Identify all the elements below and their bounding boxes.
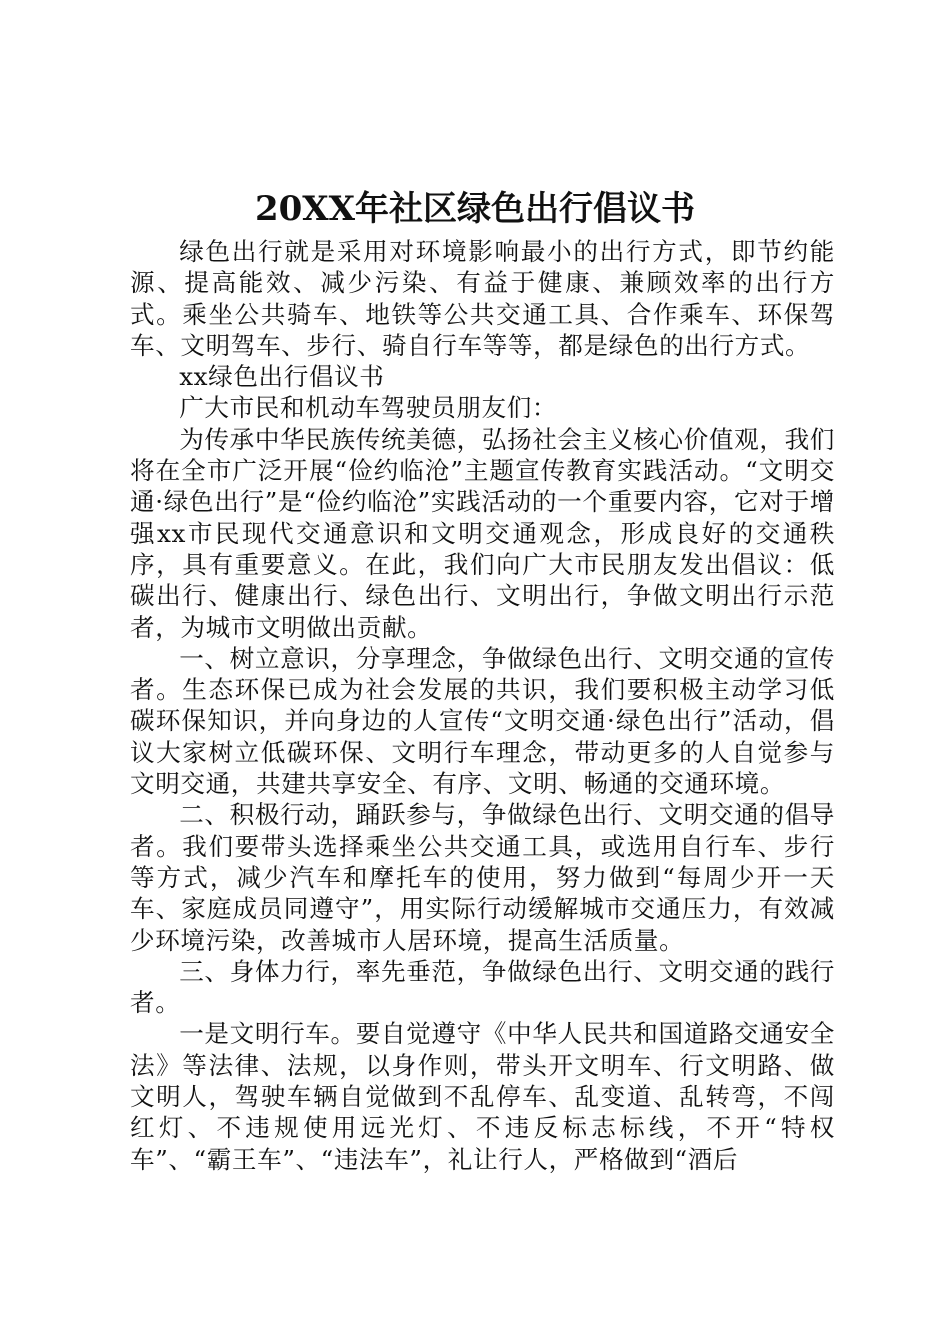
document-body	[130, 236, 835, 1175]
paragraph-heading: xx绿色出行倡议书	[179, 362, 385, 392]
paragraph-purpose: 为传承中华民族传统美德，弘扬社会主义核心价值观，我们将在全市广泛开展“俭约临沧”主题宣传教育实践活动。“文明交通·绿色出行”是“俭约临沧”实践活动的一个重要内容，它对于增强xx市民现代交通意识和文明交通观念，形成良好的交通秩序，具有重要意义。在此，我们向广大市民朋友发出倡议：低碳出行、健康出行、绿色出行、文明出行，争做文明出行示范者，为城市文明做出贡献。	[130, 424, 835, 642]
paragraph-point-two: 二、积极行动，踊跃参与，争做绿色出行、文明交通的倡导者。我们要带头选择乘坐公共交通工具，或选用自行车、步行等方式，减少汽车和摩托车的使用，努力做到“每周少开一天车、家庭成员同遵守”，用实际行动缓解城市交通压力，有效减少环境污染，改善城市人居环境，提高生活质量。	[130, 800, 835, 955]
paragraph-point-one: 一、树立意识，分享理念，争做绿色出行、文明交通的宣传者。生态环保已成为社会发展的共识，我们要积极主动学习低碳环保知识，并向身边的人宣传“文明交通·绿色出行”活动，倡议大家树立低碳环保、文明行车理念，带动更多的人自觉参与文明交通，共建共享安全、有序、文明、畅通的交通环境。	[130, 643, 835, 799]
paragraph-salutation: 广大市民和机动车驾驶员朋友们：	[179, 393, 558, 423]
paragraph-point-three: 三、身体力行，率先垂范，争做绿色出行、文明交通的践行者。	[130, 956, 835, 1018]
document-title: 20XX年社区绿色出行倡议书	[254, 189, 696, 229]
paragraph-civil-driving: 一是文明行车。要自觉遵守《中华人民共和国道路交通安全法》等法律、法规，以身作则，带头开文明车、行文明路、做文明人，驾驶车辆自觉做到不乱停车、乱变道、乱转弯，不闯红灯、不违规使用远光灯、不违反标志标线，不开“特权车”、“霸王车”、“违法车”，礼让行人，严格做到“酒后	[130, 1019, 835, 1174]
paragraph-intro: 绿色出行就是采用对环境影响最小的出行方式，即节约能源、提高能效、减少污染、有益于健康、兼顾效率的出行方式。乘坐公共骑车、地铁等公共交通工具、合作乘车、环保驾车、文明驾车、步行、骑自行车等等，都是绿色的出行方式。	[130, 237, 835, 360]
